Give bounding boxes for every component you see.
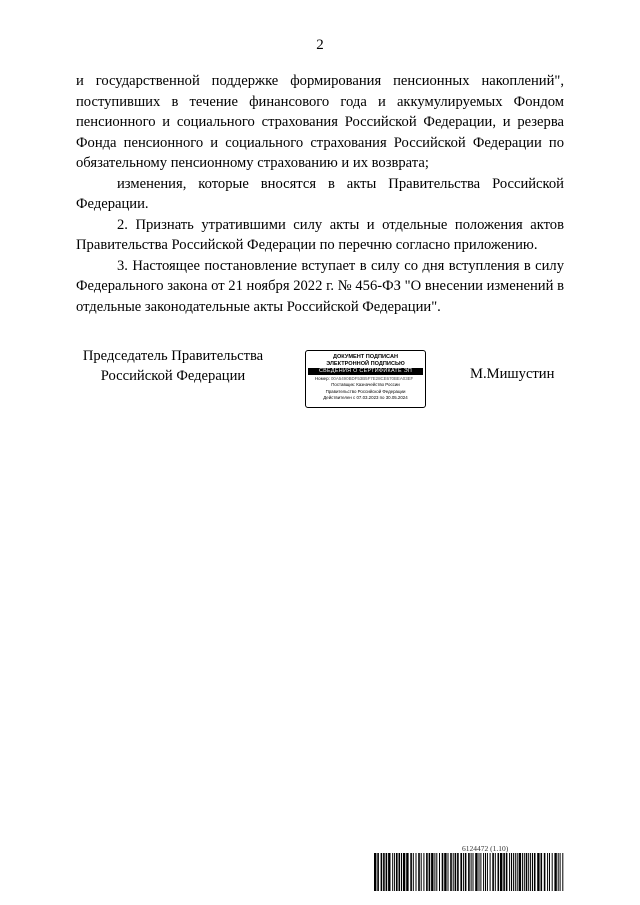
- barcode-bar: [468, 853, 470, 891]
- barcode: [374, 853, 564, 891]
- barcode-bar: [509, 853, 510, 891]
- stamp-issuer: Поставщик: Казначейство России: [331, 382, 400, 388]
- barcode-bar: [471, 853, 472, 891]
- barcode-bar: [406, 853, 408, 891]
- barcode-bar: [549, 853, 550, 891]
- barcode-bar: [517, 853, 518, 891]
- barcode-bar: [511, 853, 512, 891]
- barcode-bar: [388, 853, 390, 891]
- barcode-bar: [485, 853, 486, 891]
- barcode-bar: [519, 853, 521, 891]
- barcode-bar: [528, 853, 529, 891]
- barcode-bar: [562, 853, 563, 891]
- stamp-serial-value: 00A5490BDF53B5F7E28CE670BEA03EF: [330, 376, 414, 381]
- paragraph-item-2: 2. Признать утратившими силу акты и отдельные положения актов Правительства Российской Федерации по перечню согласно приложению.: [76, 216, 564, 253]
- barcode-bar: [396, 853, 398, 891]
- barcode-bar: [547, 853, 548, 891]
- signer-title: [66, 346, 280, 386]
- barcode-bar: [532, 853, 533, 891]
- barcode-bar: [544, 853, 546, 891]
- stamp-line-2: ЭЛЕКТРОННОЙ ПОДПИСЬЮ: [326, 360, 405, 367]
- stamp-owner: Правительство Российской Федерации: [325, 388, 406, 394]
- barcode-bar: [383, 853, 385, 891]
- stamp-line-1: ДОКУМЕНТ ПОДПИСАН: [332, 354, 399, 360]
- barcode-bar: [513, 853, 514, 891]
- barcode-bar: [554, 853, 556, 891]
- barcode-bar: [392, 853, 393, 891]
- barcode-bar: [426, 853, 428, 891]
- barcode-bar: [423, 853, 424, 891]
- barcode-bar: [490, 853, 491, 891]
- barcode-bar: [442, 853, 444, 891]
- barcode-bar: [558, 853, 559, 891]
- barcode-bar: [431, 853, 433, 891]
- signer-title-line-1: Председатель Правительства: [82, 348, 264, 364]
- barcode-bar: [503, 853, 505, 891]
- barcode-bar: [506, 853, 508, 891]
- barcode-bar: [436, 853, 437, 891]
- barcode-bar: [434, 853, 435, 891]
- stamp-validity: Действителен с 07.03.2023 по 30.05.2024: [323, 394, 408, 400]
- barcode-bar: [418, 853, 420, 891]
- barcode-bar: [522, 853, 523, 891]
- barcode-bar: [552, 853, 553, 891]
- document-code: 6124472 (1.10): [462, 844, 509, 853]
- barcode-bar: [479, 853, 480, 891]
- barcode-bar: [453, 853, 454, 891]
- barcode-bar: [386, 853, 388, 891]
- barcode-bar: [487, 853, 488, 891]
- barcode-bar: [416, 853, 417, 891]
- barcode-bar: [541, 853, 543, 891]
- barcode-bar: [413, 853, 414, 891]
- barcode-bar: [410, 853, 412, 891]
- barcode-bar: [439, 853, 440, 891]
- barcode-bar: [483, 853, 484, 891]
- barcode-bar: [473, 853, 474, 891]
- page-number: 2: [316, 37, 324, 53]
- barcode-bar: [401, 853, 402, 891]
- barcode-bar: [455, 853, 457, 891]
- signer-name: М.Мишустин: [470, 366, 555, 382]
- signer-title-line-2: Российской Федерации: [100, 368, 246, 384]
- barcode-bar: [421, 853, 422, 891]
- barcode-bar: [444, 853, 446, 891]
- electronic-signature-stamp: [305, 350, 426, 408]
- barcode-bar: [394, 853, 395, 891]
- body-text: [76, 71, 564, 317]
- barcode-bar: [515, 853, 516, 891]
- paragraph-amendments: изменения, которые вносятся в акты Правительства Российской Федерации.: [76, 175, 564, 212]
- stamp-serial-label: Номер:: [315, 376, 330, 381]
- barcode-bar: [374, 853, 376, 891]
- barcode-bar: [403, 853, 405, 891]
- barcode-bar: [560, 853, 561, 891]
- barcode-bar: [429, 853, 431, 891]
- barcode-bar: [492, 853, 494, 891]
- paragraph-item-3: 3. Настоящее постановление вступает в силу со дня вступления в силу Федерального закона от 21 ноября 2022 г. № 456-ФЗ "О внесении изменений в отдельные законодательные акты Российской Федерации".: [76, 257, 564, 315]
- barcode-bar: [524, 853, 525, 891]
- paragraph-continuation: и государственной поддержке формирования пенсионных накоплений", поступивших в течение финансового года и аккумулируемых Фондом пенсионного и социального страхования Российской Федерации, и резерва Фонда пенсионного и социального страхования Российской Федерации по обязательному пенсионному страхованию и их возврата;: [76, 73, 564, 171]
- barcode-bar: [530, 853, 531, 891]
- barcode-bar: [465, 853, 467, 891]
- barcode-bar: [526, 853, 528, 891]
- barcode-bar: [399, 853, 401, 891]
- barcode-bar: [534, 853, 536, 891]
- barcode-bar: [448, 853, 449, 891]
- barcode-bar: [460, 853, 462, 891]
- barcode-bar: [377, 853, 379, 891]
- barcode-bar: [457, 853, 459, 891]
- stamp-certificate-header: СВЕДЕНИЯ О СЕРТИФИКАТЕ ЭП: [308, 368, 423, 375]
- barcode-bar: [381, 853, 383, 891]
- barcode-bar: [498, 853, 500, 891]
- barcode-bar: [495, 853, 496, 891]
- barcode-bar: [463, 853, 464, 891]
- barcode-bar: [475, 853, 477, 891]
- barcode-bar: [500, 853, 502, 891]
- barcode-bar: [450, 853, 452, 891]
- barcode-bar: [537, 853, 539, 891]
- barcode-bar: [480, 853, 481, 891]
